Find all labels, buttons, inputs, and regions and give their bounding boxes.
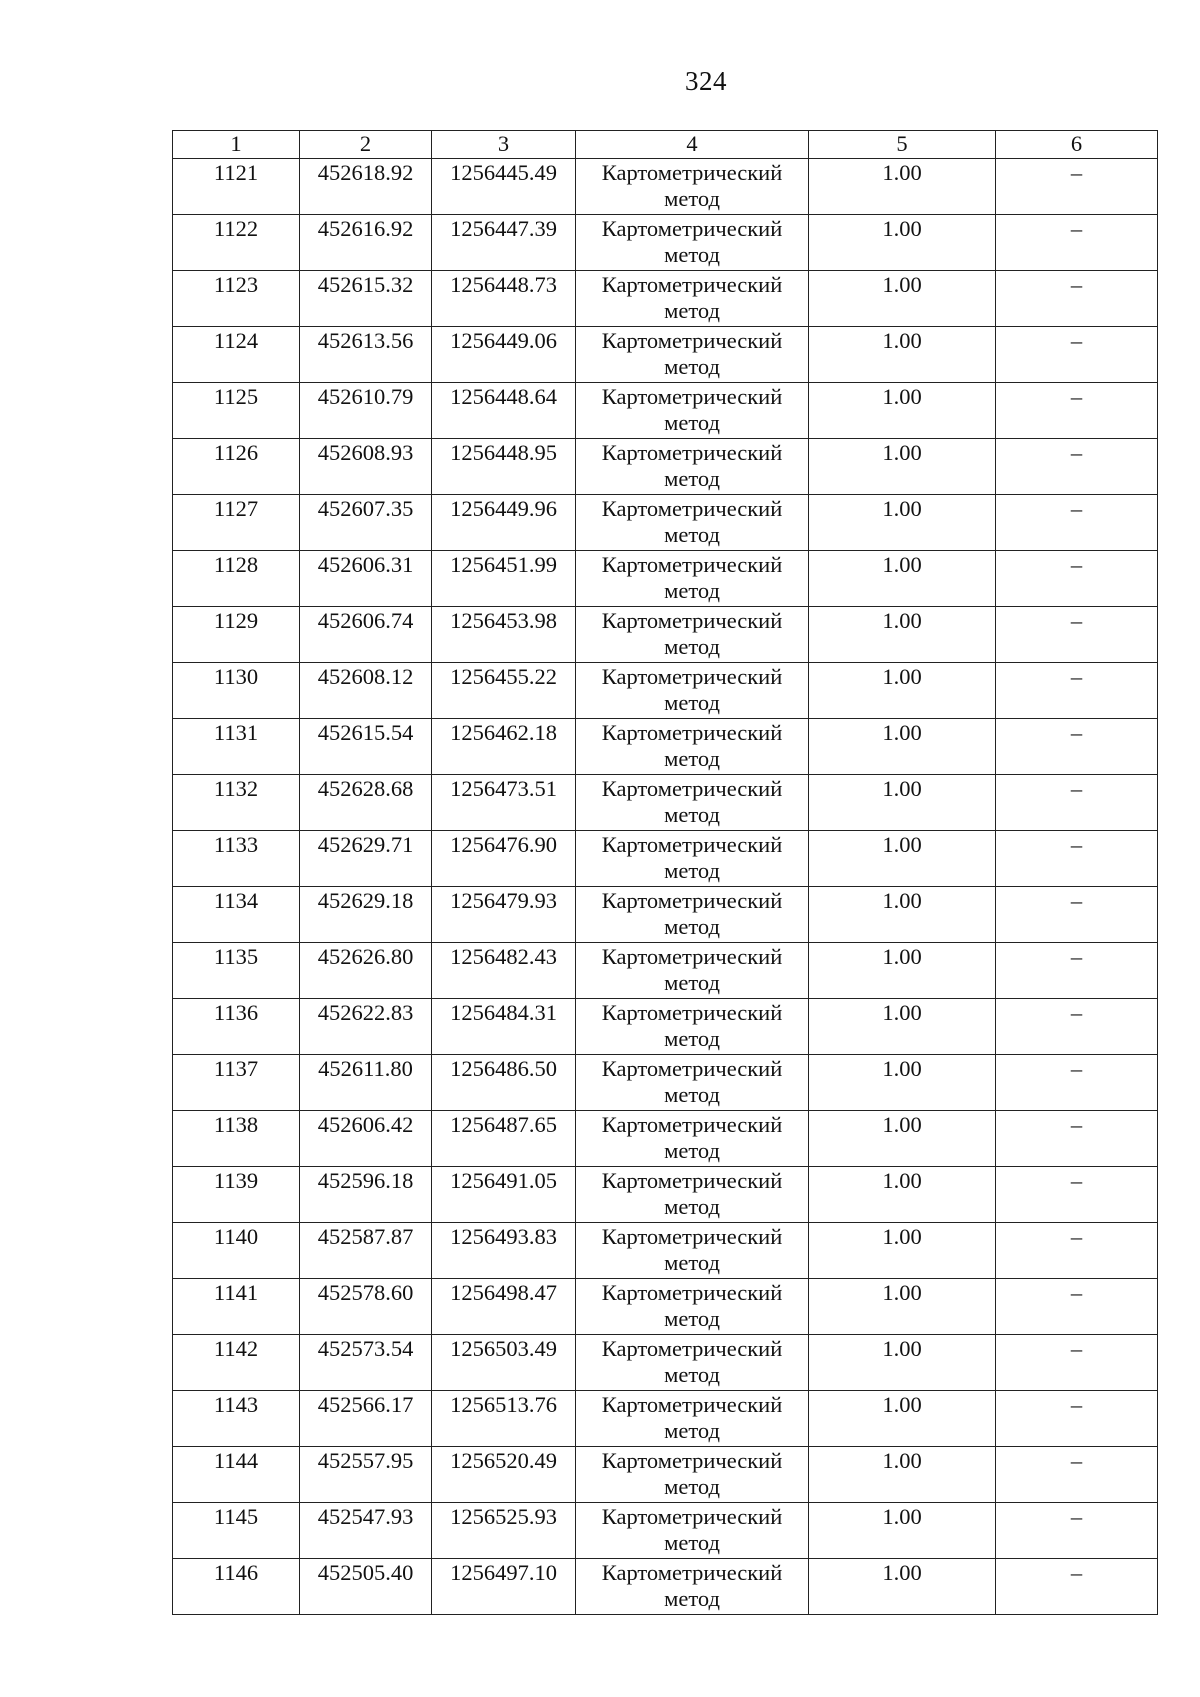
x-coordinate-cell: 452557.95 <box>300 1447 432 1503</box>
method-cell: Картометрический метод <box>576 1447 809 1503</box>
x-coordinate-cell: 452606.74 <box>300 607 432 663</box>
y-coordinate-cell: 1256498.47 <box>432 1279 576 1335</box>
note-cell: – <box>996 663 1158 719</box>
y-coordinate-cell: 1256503.49 <box>432 1335 576 1391</box>
point-number-cell: 1132 <box>173 775 300 831</box>
precision-cell: 1.00 <box>809 1559 996 1615</box>
table-row <box>173 551 1158 607</box>
point-number-cell: 1131 <box>173 719 300 775</box>
x-coordinate-cell: 452608.93 <box>300 439 432 495</box>
y-coordinate-cell: 1256453.98 <box>432 607 576 663</box>
column-header: 2 <box>300 131 432 159</box>
point-number-cell: 1146 <box>173 1559 300 1615</box>
method-cell: Картометрический метод <box>576 607 809 663</box>
table-row <box>173 1055 1158 1111</box>
precision-cell: 1.00 <box>809 1335 996 1391</box>
method-cell: Картометрический метод <box>576 1167 809 1223</box>
y-coordinate-cell: 1256451.99 <box>432 551 576 607</box>
x-coordinate-cell: 452629.18 <box>300 887 432 943</box>
table-row <box>173 1279 1158 1335</box>
precision-cell: 1.00 <box>809 1055 996 1111</box>
note-cell: – <box>996 215 1158 271</box>
page-number: 324 <box>685 66 727 96</box>
method-cell: Картометрический метод <box>576 887 809 943</box>
note-cell: – <box>996 1055 1158 1111</box>
y-coordinate-cell: 1256462.18 <box>432 719 576 775</box>
x-coordinate-cell: 452622.83 <box>300 999 432 1055</box>
table-row <box>173 1391 1158 1447</box>
method-cell: Картометрический метод <box>576 775 809 831</box>
note-cell: – <box>996 1559 1158 1615</box>
note-cell: – <box>996 999 1158 1055</box>
precision-cell: 1.00 <box>809 999 996 1055</box>
y-coordinate-cell: 1256484.31 <box>432 999 576 1055</box>
table-row <box>173 1559 1158 1615</box>
y-coordinate-cell: 1256497.10 <box>432 1559 576 1615</box>
note-cell: – <box>996 831 1158 887</box>
table-row <box>173 999 1158 1055</box>
note-cell: – <box>996 1447 1158 1503</box>
table-row <box>173 495 1158 551</box>
precision-cell: 1.00 <box>809 1167 996 1223</box>
table-header-row <box>173 131 1158 159</box>
x-coordinate-cell: 452505.40 <box>300 1559 432 1615</box>
y-coordinate-cell: 1256455.22 <box>432 663 576 719</box>
table-row <box>173 1503 1158 1559</box>
note-cell: – <box>996 1111 1158 1167</box>
y-coordinate-cell: 1256473.51 <box>432 775 576 831</box>
method-cell: Картометрический метод <box>576 1559 809 1615</box>
x-coordinate-cell: 452578.60 <box>300 1279 432 1335</box>
table-row <box>173 271 1158 327</box>
x-coordinate-cell: 452613.56 <box>300 327 432 383</box>
table-row <box>173 943 1158 999</box>
table-row <box>173 1111 1158 1167</box>
column-header: 6 <box>996 131 1158 159</box>
point-number-cell: 1135 <box>173 943 300 999</box>
precision-cell: 1.00 <box>809 719 996 775</box>
y-coordinate-cell: 1256445.49 <box>432 159 576 215</box>
point-number-cell: 1127 <box>173 495 300 551</box>
point-number-cell: 1139 <box>173 1167 300 1223</box>
note-cell: – <box>996 439 1158 495</box>
method-cell: Картометрический метод <box>576 1055 809 1111</box>
x-coordinate-cell: 452608.12 <box>300 663 432 719</box>
method-cell: Картометрический метод <box>576 327 809 383</box>
point-number-cell: 1141 <box>173 1279 300 1335</box>
y-coordinate-cell: 1256525.93 <box>432 1503 576 1559</box>
y-coordinate-cell: 1256448.73 <box>432 271 576 327</box>
precision-cell: 1.00 <box>809 1223 996 1279</box>
x-coordinate-cell: 452587.87 <box>300 1223 432 1279</box>
y-coordinate-cell: 1256476.90 <box>432 831 576 887</box>
precision-cell: 1.00 <box>809 1279 996 1335</box>
method-cell: Картометрический метод <box>576 551 809 607</box>
precision-cell: 1.00 <box>809 1503 996 1559</box>
point-number-cell: 1128 <box>173 551 300 607</box>
point-number-cell: 1134 <box>173 887 300 943</box>
x-coordinate-cell: 452629.71 <box>300 831 432 887</box>
note-cell: – <box>996 943 1158 999</box>
note-cell: – <box>996 327 1158 383</box>
coordinates-table <box>172 130 1158 1615</box>
method-cell: Картометрический метод <box>576 663 809 719</box>
table-row <box>173 1335 1158 1391</box>
point-number-cell: 1126 <box>173 439 300 495</box>
table-row <box>173 719 1158 775</box>
note-cell: – <box>996 1335 1158 1391</box>
point-number-cell: 1123 <box>173 271 300 327</box>
x-coordinate-cell: 452547.93 <box>300 1503 432 1559</box>
table-row <box>173 1447 1158 1503</box>
note-cell: – <box>996 495 1158 551</box>
y-coordinate-cell: 1256520.49 <box>432 1447 576 1503</box>
precision-cell: 1.00 <box>809 439 996 495</box>
note-cell: – <box>996 159 1158 215</box>
note-cell: – <box>996 719 1158 775</box>
method-cell: Картометрический метод <box>576 215 809 271</box>
x-coordinate-cell: 452615.32 <box>300 271 432 327</box>
method-cell: Картометрический метод <box>576 999 809 1055</box>
note-cell: – <box>996 887 1158 943</box>
point-number-cell: 1144 <box>173 1447 300 1503</box>
y-coordinate-cell: 1256448.64 <box>432 383 576 439</box>
point-number-cell: 1129 <box>173 607 300 663</box>
method-cell: Картометрический метод <box>576 1503 809 1559</box>
method-cell: Картометрический метод <box>576 495 809 551</box>
y-coordinate-cell: 1256493.83 <box>432 1223 576 1279</box>
x-coordinate-cell: 452628.68 <box>300 775 432 831</box>
y-coordinate-cell: 1256487.65 <box>432 1111 576 1167</box>
precision-cell: 1.00 <box>809 271 996 327</box>
point-number-cell: 1137 <box>173 1055 300 1111</box>
method-cell: Картометрический метод <box>576 1391 809 1447</box>
point-number-cell: 1136 <box>173 999 300 1055</box>
y-coordinate-cell: 1256486.50 <box>432 1055 576 1111</box>
y-coordinate-cell: 1256513.76 <box>432 1391 576 1447</box>
method-cell: Картометрический метод <box>576 159 809 215</box>
point-number-cell: 1143 <box>173 1391 300 1447</box>
table-row <box>173 327 1158 383</box>
table-row <box>173 831 1158 887</box>
table-body <box>173 159 1158 1615</box>
column-header: 4 <box>576 131 809 159</box>
x-coordinate-cell: 452566.17 <box>300 1391 432 1447</box>
table-row <box>173 775 1158 831</box>
y-coordinate-cell: 1256479.93 <box>432 887 576 943</box>
x-coordinate-cell: 452616.92 <box>300 215 432 271</box>
y-coordinate-cell: 1256449.96 <box>432 495 576 551</box>
table-row <box>173 1223 1158 1279</box>
note-cell: – <box>996 383 1158 439</box>
method-cell: Картометрический метод <box>576 1335 809 1391</box>
table-row <box>173 439 1158 495</box>
table-row <box>173 215 1158 271</box>
method-cell: Картометрический метод <box>576 943 809 999</box>
note-cell: – <box>996 1391 1158 1447</box>
x-coordinate-cell: 452615.54 <box>300 719 432 775</box>
precision-cell: 1.00 <box>809 1111 996 1167</box>
precision-cell: 1.00 <box>809 1391 996 1447</box>
table-row <box>173 663 1158 719</box>
point-number-cell: 1130 <box>173 663 300 719</box>
note-cell: – <box>996 607 1158 663</box>
precision-cell: 1.00 <box>809 607 996 663</box>
table-row <box>173 887 1158 943</box>
precision-cell: 1.00 <box>809 943 996 999</box>
y-coordinate-cell: 1256482.43 <box>432 943 576 999</box>
y-coordinate-cell: 1256448.95 <box>432 439 576 495</box>
table-row <box>173 1167 1158 1223</box>
method-cell: Картометрический метод <box>576 271 809 327</box>
x-coordinate-cell: 452606.42 <box>300 1111 432 1167</box>
method-cell: Картометрический метод <box>576 1111 809 1167</box>
point-number-cell: 1121 <box>173 159 300 215</box>
note-cell: – <box>996 775 1158 831</box>
precision-cell: 1.00 <box>809 887 996 943</box>
y-coordinate-cell: 1256491.05 <box>432 1167 576 1223</box>
table-row <box>173 159 1158 215</box>
precision-cell: 1.00 <box>809 775 996 831</box>
x-coordinate-cell: 452606.31 <box>300 551 432 607</box>
x-coordinate-cell: 452596.18 <box>300 1167 432 1223</box>
note-cell: – <box>996 271 1158 327</box>
x-coordinate-cell: 452610.79 <box>300 383 432 439</box>
point-number-cell: 1142 <box>173 1335 300 1391</box>
y-coordinate-cell: 1256449.06 <box>432 327 576 383</box>
method-cell: Картометрический метод <box>576 439 809 495</box>
point-number-cell: 1122 <box>173 215 300 271</box>
method-cell: Картометрический метод <box>576 831 809 887</box>
point-number-cell: 1145 <box>173 1503 300 1559</box>
precision-cell: 1.00 <box>809 383 996 439</box>
precision-cell: 1.00 <box>809 551 996 607</box>
method-cell: Картометрический метод <box>576 383 809 439</box>
x-coordinate-cell: 452607.35 <box>300 495 432 551</box>
point-number-cell: 1125 <box>173 383 300 439</box>
method-cell: Картометрический метод <box>576 719 809 775</box>
table-row <box>173 383 1158 439</box>
precision-cell: 1.00 <box>809 215 996 271</box>
column-header: 5 <box>809 131 996 159</box>
y-coordinate-cell: 1256447.39 <box>432 215 576 271</box>
note-cell: – <box>996 1503 1158 1559</box>
x-coordinate-cell: 452618.92 <box>300 159 432 215</box>
note-cell: – <box>996 1279 1158 1335</box>
column-header: 3 <box>432 131 576 159</box>
x-coordinate-cell: 452626.80 <box>300 943 432 999</box>
note-cell: – <box>996 551 1158 607</box>
precision-cell: 1.00 <box>809 159 996 215</box>
note-cell: – <box>996 1167 1158 1223</box>
x-coordinate-cell: 452573.54 <box>300 1335 432 1391</box>
precision-cell: 1.00 <box>809 831 996 887</box>
point-number-cell: 1138 <box>173 1111 300 1167</box>
precision-cell: 1.00 <box>809 495 996 551</box>
precision-cell: 1.00 <box>809 327 996 383</box>
point-number-cell: 1133 <box>173 831 300 887</box>
column-header: 1 <box>173 131 300 159</box>
x-coordinate-cell: 452611.80 <box>300 1055 432 1111</box>
precision-cell: 1.00 <box>809 663 996 719</box>
method-cell: Картометрический метод <box>576 1279 809 1335</box>
method-cell: Картометрический метод <box>576 1223 809 1279</box>
point-number-cell: 1124 <box>173 327 300 383</box>
point-number-cell: 1140 <box>173 1223 300 1279</box>
table-row <box>173 607 1158 663</box>
precision-cell: 1.00 <box>809 1447 996 1503</box>
note-cell: – <box>996 1223 1158 1279</box>
